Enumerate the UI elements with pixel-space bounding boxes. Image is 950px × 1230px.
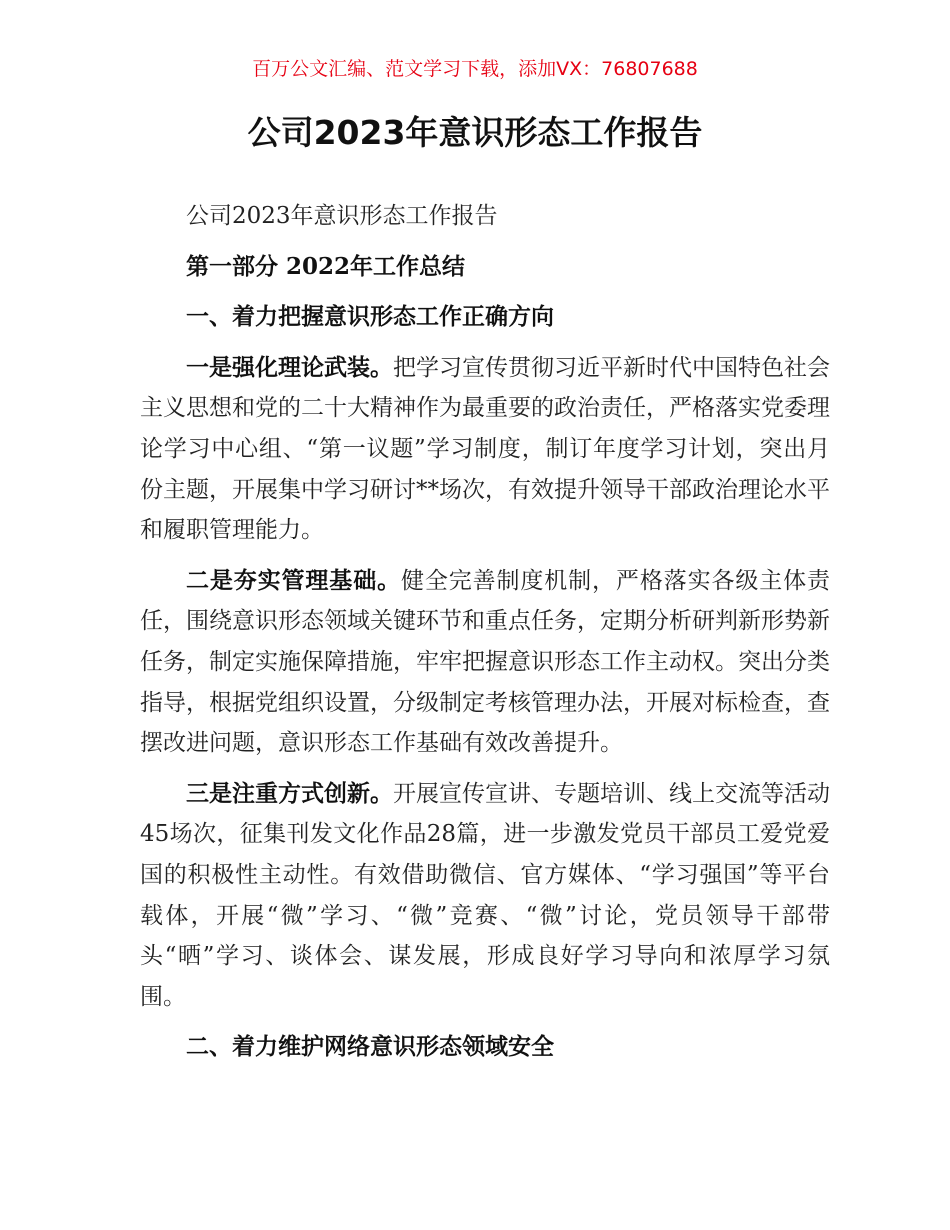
paragraph-innovation	[140, 774, 830, 1018]
paragraph-lead: 三是注重方式创新。	[186, 779, 393, 807]
section-heading-2: 二、着力维护网络意识形态领域安全	[186, 1033, 554, 1061]
part-heading: 第一部分 2022年工作总结	[186, 252, 466, 280]
document-subtitle: 公司2023年意识形态工作报告	[186, 203, 498, 229]
paragraph-text: 把学习宣传贯彻习近平新时代中国特色社会主义思想和党的二十大精神作为最重要的政治责任，严格落实党委理论学习中心组、“第一议题”学习制度，制订年度学习计划，突出月份主题，开展集中学习研讨**场次，有效提升领导干部政治理论水平和履职管理能力。	[140, 354, 830, 544]
document-body	[140, 196, 830, 1068]
section-heading-1: 一、着力把握意识形态工作正确方向	[186, 303, 554, 331]
watermark-banner: 百万公文汇编、范文学习下载，添加VX：76807688	[252, 58, 698, 80]
paragraph-text: 开展宣传宣讲、专题培训、线上交流等活动45场次，征集刊发文化作品28篇，进一步激发党员干部员工爱党爱国的积极性主动性。有效借助微信、官方媒体、“学习强国”等平台载体，开展“微”学习、“微”竞赛、“微”讨论，党员领导干部带头“晒”学习、谈体会、谋发展，形成良好学习导向和浓厚学习氛围。	[140, 780, 830, 1010]
paragraph-lead: 二是夯实管理基础。	[186, 566, 401, 594]
document-title: 公司2023年意识形态工作报告	[247, 113, 703, 152]
paragraph-text: 健全完善制度机制，严格落实各级主体责任，围绕意识形态领域关键环节和重点任务，定期分析研判新形势新任务，制定实施保障措施，牢牢把握意识形态工作主动权。突出分类指导，根据党组织设置，分级制定考核管理办法，开展对标检查，查摆改进问题，意识形态工作基础有效改善提升。	[140, 567, 831, 757]
paragraph-lead: 一是强化理论武装。	[186, 353, 393, 381]
paragraph-theory	[140, 348, 830, 551]
paragraph-management	[140, 561, 830, 764]
